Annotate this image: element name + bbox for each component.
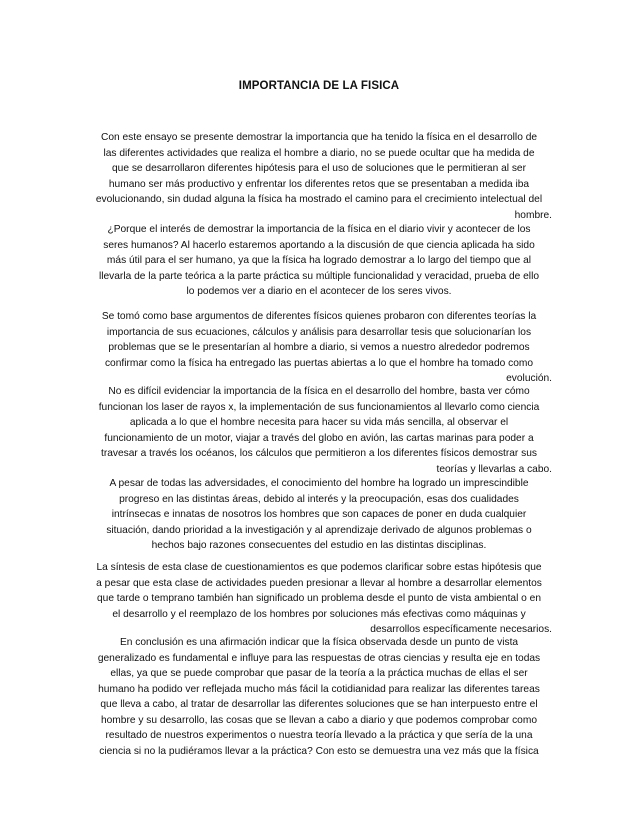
paragraph-line: intrínsecas e innatas de nosotros los hombres que son capaces de poner en duda cualquier — [111, 509, 527, 520]
paragraph-line: progreso en las distintas áreas, debido al interés y la preocupación, esas dos cualidades — [119, 493, 519, 505]
paragraph-line: humano ser más productivo y enfrentar los diferentes retos que se presentaban a medida iba — [108, 178, 530, 190]
paragraph-line: seres humanos? Al hacerlo estaremos aportando a la discusión de que ciencia aplicada ha sido — [103, 239, 535, 251]
paragraph-line: más útil para el ser humano, ya que la física ha logrado demostrar a lo largo del tiempo que al — [106, 255, 532, 266]
paragraph-line: Se tomó como base argumentos de diferentes físicos quienes probaron con diferentes teorías la — [101, 311, 537, 322]
paragraph-line: hombre. — [514, 209, 552, 221]
paragraph-line: que se desarrollaron diferentes hipótesis para el uso de soluciones que le permitieran al ser — [112, 163, 526, 174]
paragraph-line: hechos bajo razones consecuentes del estudio en las distintas disciplinas. — [151, 540, 487, 551]
paragraph-line: aplicada a lo que el hombre necesita para hacer su vida más sencilla, al observar el — [129, 417, 509, 428]
paragraph-line: No es difícil evidenciar la importancia de la física en el desarrollo del hombre, basta ver cómo — [108, 386, 530, 397]
paragraph-line: confirmar como la física ha entregado las puertas abiertas a lo que el hombre ha tomado como — [104, 357, 534, 369]
paragraph-line: Con este ensayo se presente demostrar la importancia que ha tenido la física en el desarrollo de — [100, 132, 538, 143]
paragraph-line: desarrollos específicamente necesarios. — [370, 624, 552, 635]
paragraph-line: ellas, ya que se puede comprobar que pasar de la teoría a la práctica muchas de ellas el ser — [110, 668, 528, 679]
paragraph-line: evolución. — [506, 373, 552, 384]
document-title: IMPORTANCIA DE LA FISICA — [238, 80, 400, 92]
paragraph-line: lo podemos ver a diario en el acontecer de los seres vivos. — [186, 286, 452, 297]
paragraph-line: que tarde o temprano también han significado un problema desde el punto de vista ambiental o en — [96, 593, 542, 604]
paragraph-line: teorías y llevarlas a cabo. — [436, 463, 552, 475]
paragraph-line: En conclusión es una afirmación indicar que la física observada desde un punto de vista — [119, 637, 519, 648]
paragraph-line: resultado de nuestros experimentos o nuestra teoría llevado a la práctica y que sería de la una — [105, 730, 533, 741]
paragraph-line: el desarrollo y el reemplazo de los hombres por soluciones más efectivas como máquinas y — [112, 608, 526, 620]
paragraph-line: humano ha podido ver reflejada mucho más fácil la cotidianidad para realizar las diferentes tareas — [98, 683, 540, 695]
paragraph-line: funcionan los laser de rayos x, la implementación de sus funcionamientos al llevarlo como ciencia — [98, 401, 540, 413]
paragraph-line: las diferentes actividades que realiza el hombre a diario, no se puede ocultar que ha medida de — [103, 147, 535, 159]
paragraph-line: travesar a través los océanos, los cálculos que permitieron a los diferentes físicos demostrar sus — [101, 448, 537, 459]
paragraph-line: que lleva a cabo, al tratar de desarrollar las diferentes soluciones que se han interpuesto entre el — [100, 699, 538, 710]
paragraph-line: situación, dando prioridad a la investigación y al aprendizaje derivado de algunos problemas o — [106, 524, 532, 536]
paragraph-line: a pesar que esta clase de actividades pueden presionar a llevar al hombre a desarrollar elementos — [96, 577, 542, 589]
paragraph-line: evolucionando, sin dudad alguna la física ha mostrado el camino para el crecimiento intelectual del — [95, 194, 543, 205]
paragraph-line: A pesar de todas las adversidades, el conocimiento del hombre ha logrado un imprescindible — [109, 478, 529, 489]
paragraph-line: hombre y su desarrollo, las cosas que se llevan a cabo a diario y que podemos comprobar como — [100, 714, 538, 726]
paragraph-line: funcionamiento de un motor, viajar a través del globo en avión, las cartas marinas para poder a — [104, 432, 534, 444]
paragraph-line: llevarla de la parte teórica a la parte práctica su múltiple funcionalidad y veracidad, prueba de ello — [98, 270, 540, 282]
paragraph-line: problemas que se le presentarían al hombre a diario, si vemos a nuestro alrededor podremos — [108, 342, 530, 353]
paragraph-line: La síntesis de esta clase de cuestionamientos es que podemos clarificar sobre estas hipótesis que — [96, 562, 542, 573]
paragraph-line: generalizado es fundamental e influye para las respuestas de otras ciencias y resulta eje en todas — [97, 652, 541, 664]
paragraph-line: importancia de sus ecuaciones, cálculos y análisis para desarrollar tesis que solucionarían los — [106, 326, 532, 338]
paragraph-line: ¿Porque el interés de demostrar la importancia de la física en el diario vivir y acontecer de los — [107, 224, 531, 235]
paragraph-line: ciencia si no la pudiéramos llevar a la práctica? Con esto se demuestra una vez más que la física — [99, 745, 539, 757]
